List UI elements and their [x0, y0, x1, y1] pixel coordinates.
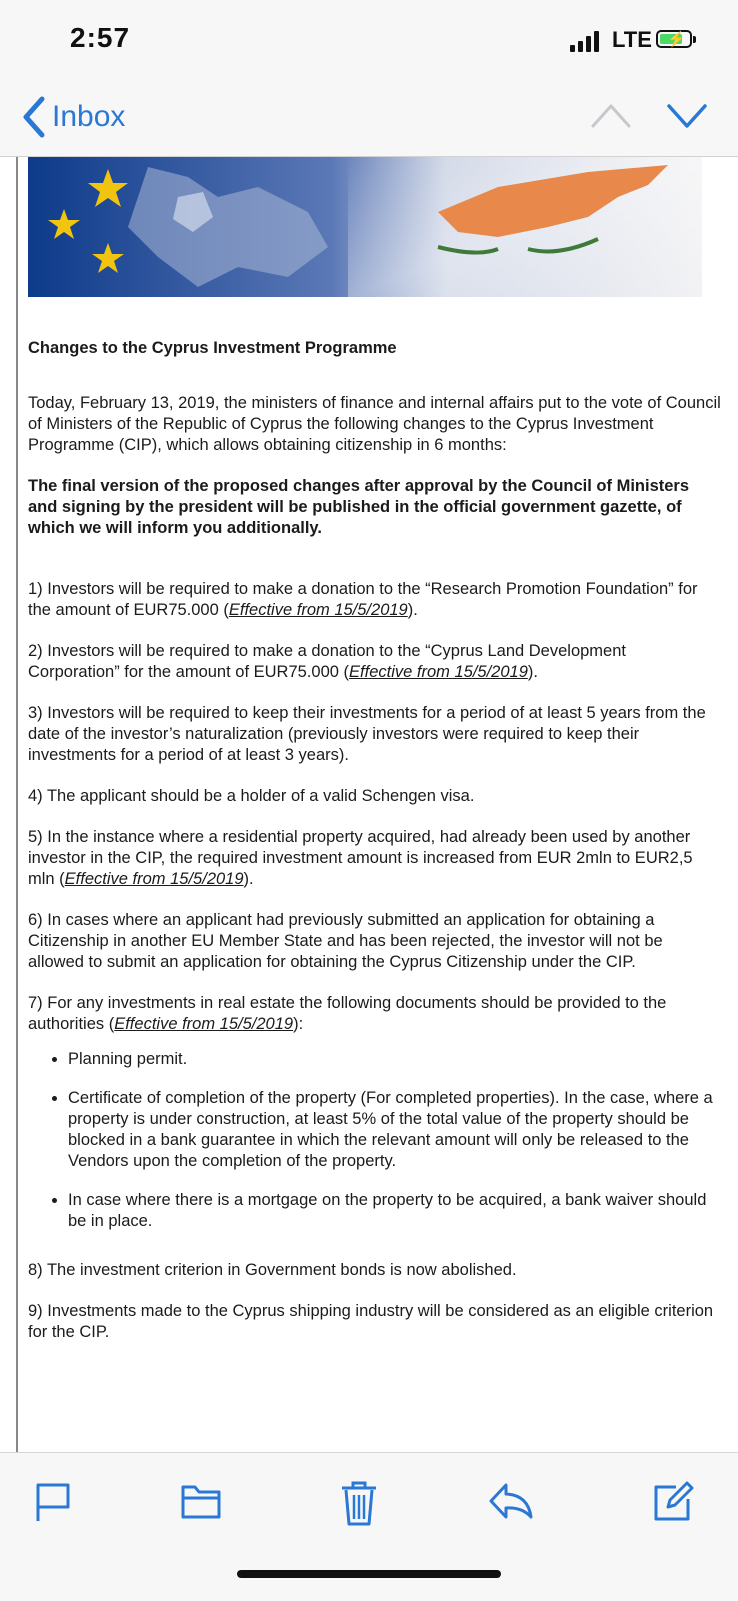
- network-label: LTE: [612, 27, 652, 52]
- list-item: 5) In the instance where a residential property acquired, had already been used by another investor in the CIP, the required investment amount is increased from EUR 2mln to EUR2,5 mln (Effective from 15/5/2019).: [28, 828, 693, 888]
- navigation-bar: [0, 82, 738, 157]
- effective-date-text: Effective from 15/5/2019: [349, 663, 528, 681]
- bullet-item: • In case where there is a mortgage on the property to be acquired, a bank waiver should be in place.: [68, 1190, 722, 1232]
- chevron-down-icon[interactable]: [666, 100, 708, 130]
- list-item: 8) The investment criterion in Government bonds is now abolished.: [28, 1261, 517, 1279]
- list-item: 3) Investors will be required to keep their investments for a period of at least 5 years from the date of the investor’s naturalization (previously investors were required to keep their investments for a period of at least 3 years).: [28, 704, 706, 764]
- email-intro: Today, February 13, 2019, the ministers of finance and internal affairs put to the vote of Council of Ministers of the Republic of Cyprus the following changes to the Cyprus Investment Programme (CIP), which allows obtaining citizenship in 6 months:: [28, 394, 721, 454]
- compose-icon[interactable]: [652, 1481, 694, 1523]
- back-to-inbox-button[interactable]: [22, 96, 125, 138]
- effective-date-text: Effective from 15/5/2019: [114, 1015, 294, 1033]
- email-headline: Changes to the Cyprus Investment Programme: [28, 339, 397, 357]
- back-label: Inbox: [52, 100, 126, 133]
- email-notice: The final version of the proposed changes after approval by the Council of Ministers and signing by the president will be published in the official government gazette, of which we will inform you additionally.: [28, 477, 690, 537]
- list-item: 9) Investments made to the Cyprus shipping industry will be considered as an eligible criterion for the CIP.: [28, 1302, 714, 1341]
- bottom-toolbar: [0, 1452, 738, 1601]
- home-indicator[interactable]: [237, 1570, 501, 1578]
- email-body[interactable]: [16, 157, 722, 1452]
- flag-icon[interactable]: [34, 1481, 72, 1523]
- bullet-item: • Certificate of completion of the property (For completed properties). In the case, where a property is under construction, at least 5% of the total value of the property should be blocked in a bank guarantee in which the relevant amount will only be released to the Vendors upon the completion of the property.: [68, 1088, 722, 1172]
- battery-icon: ⚡: [656, 30, 692, 48]
- effective-date-text: Effective from 15/5/2019: [228, 601, 408, 619]
- list-item: 2) Investors will be required to make a donation to the “Cyprus Land Development Corporation” for the amount of EUR75.000 (Effective from 15/5/2019).: [28, 642, 626, 681]
- chevron-up-icon[interactable]: [590, 100, 632, 130]
- status-time: 2:57: [70, 22, 131, 53]
- list-item: 1) Investors will be required to make a donation to the “Research Promotion Foundation” for the amount of EUR75.000 (Effective from 15/5/2019).: [28, 580, 698, 619]
- list-item: 4) The applicant should be a holder of a valid Schengen visa.: [28, 787, 475, 805]
- eu-cyprus-banner-image: [28, 157, 702, 297]
- effective-date-text: Effective from 15/5/2019: [64, 870, 244, 888]
- signal-icon: [570, 30, 599, 52]
- reply-icon[interactable]: [488, 1481, 534, 1521]
- requirements-list: [28, 1049, 722, 1232]
- trash-icon[interactable]: [340, 1481, 378, 1527]
- list-item: 6) In cases where an applicant had previously submitted an application for obtaining a Citizenship in another EU Member State and has been rejected, the investor will not be allowed to submit an application for obtaining the Cyprus Citizenship under the CIP.: [28, 911, 663, 971]
- list-item: 7) For any investments in real estate the following documents should be provided to the authorities (Effective from 15/5/2019):: [28, 994, 667, 1033]
- bullet-item: • Planning permit.: [68, 1049, 722, 1070]
- folder-icon[interactable]: [180, 1481, 222, 1521]
- status-bar: [0, 0, 738, 82]
- chevron-left-icon: [22, 96, 46, 138]
